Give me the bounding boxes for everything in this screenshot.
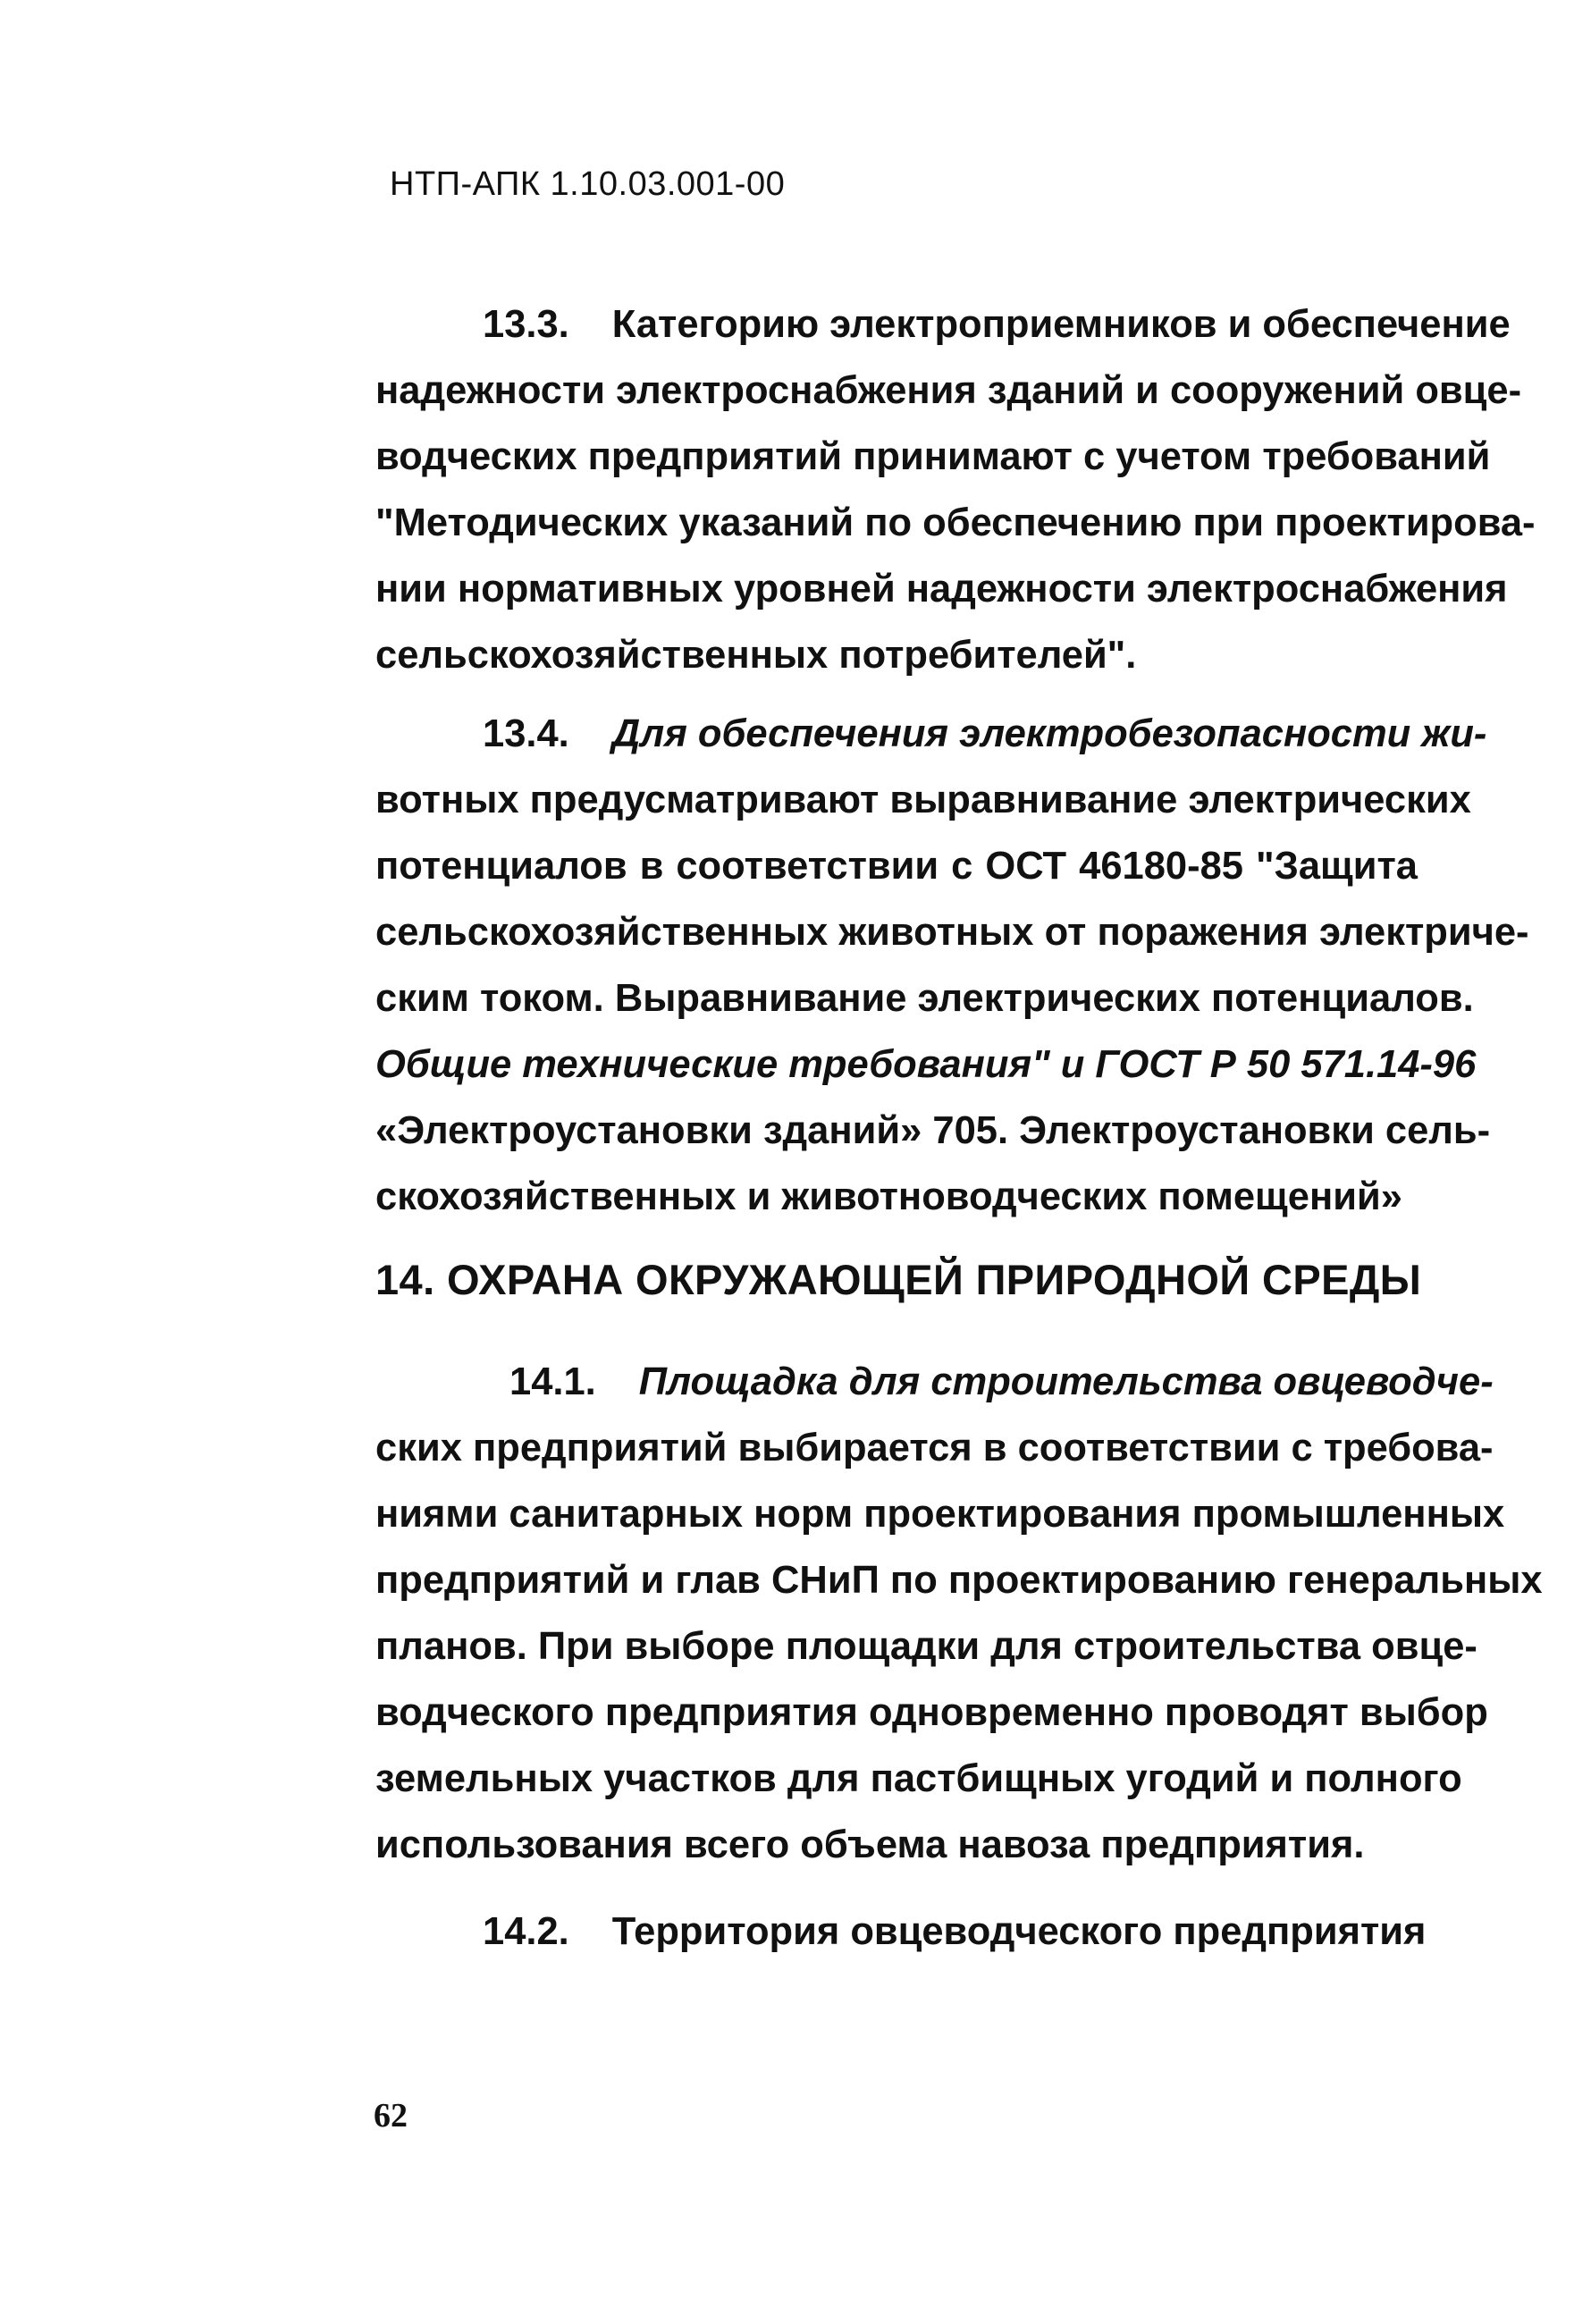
paragraph-13-4-line-2: вотных предусматривают выравнивание электрических — [375, 779, 1471, 821]
paragraph-13-4-line-6: Общие технические требования" и ГОСТ Р 50 571.14-96 — [375, 1043, 1477, 1086]
paragraph-13-4-line-5: ским током. Выравнивание электрических потенциалов. — [375, 977, 1474, 1020]
paragraph-14-1-line-7: земельных участков для пастбищных угодий и полного — [375, 1757, 1462, 1800]
paragraph-13-3-line-5: нии нормативных уровней надежности электроснабжения — [375, 568, 1508, 610]
paragraph-13-3-line-2: надежности электроснабжения зданий и сооружений овце- — [375, 369, 1522, 412]
paragraph-14-1-line-8: использования всего объема навоза предприятия. — [375, 1823, 1365, 1866]
paragraph-13-4-line-8: скохозяйственных и животноводческих помещений» — [375, 1175, 1402, 1218]
paragraph-number-14-2: 14.2. — [483, 1910, 569, 1953]
paragraph-14-1-line-6: водческого предприятия одновременно проводят выбор — [375, 1691, 1488, 1734]
paragraph-13-4-line-3: потенциалов в соответствии с ОСТ 46180-85 "Защита — [375, 845, 1418, 888]
paragraph-14-1-line-3: ниями санитарных норм проектирования промышленных — [375, 1493, 1505, 1536]
paragraph-13-4-line-4: сельскохозяйственных животных от поражения электриче- — [375, 911, 1529, 954]
paragraph-number-13-3: 13.3. — [483, 303, 569, 346]
paragraph-13-3-line-3: водческих предприятий принимают с учетом требований — [375, 435, 1491, 478]
paragraph-14-1-line-1: 14.1. Площадка для строительства овцеводче- — [509, 1360, 1494, 1403]
paragraph-14-2-line-1: 14.2. Территория овцеводческого предприятия — [483, 1910, 1427, 1953]
paragraph-13-3-line-6: сельскохозяйственных потребителей". — [375, 634, 1137, 677]
paragraph-13-3-line-1: 13.3. Категорию электроприемников и обеспечение — [483, 303, 1511, 346]
paragraph-13-3-line-4: "Методических указаний по обеспечению при проектирова- — [375, 501, 1536, 544]
paragraph-14-1-line-4: предприятий и глав СНиП по проектированию генеральных — [375, 1559, 1543, 1602]
paragraph-13-4-line-7: «Электроустановки зданий» 705. Электроустановки сель- — [375, 1109, 1491, 1152]
document-code: НТП-АПК 1.10.03.001-00 — [390, 165, 786, 203]
section-title: 14. ОХРАНА ОКРУЖАЮЩЕЙ ПРИРОДНОЙ СРЕДЫ — [375, 1256, 1422, 1303]
paragraph-14-1-line-2: ских предприятий выбирается в соответствии с требова- — [375, 1427, 1494, 1469]
paragraph-number-14-1: 14.1. — [509, 1360, 596, 1403]
page-number: 62 — [374, 2097, 408, 2135]
paragraph-13-4-line-1: 13.4. Для обеспечения электробезопасности жи- — [483, 712, 1487, 755]
paragraph-number-13-4: 13.4. — [483, 712, 569, 755]
paragraph-14-1-line-5: планов. При выборе площадки для строительства овце- — [375, 1625, 1477, 1668]
